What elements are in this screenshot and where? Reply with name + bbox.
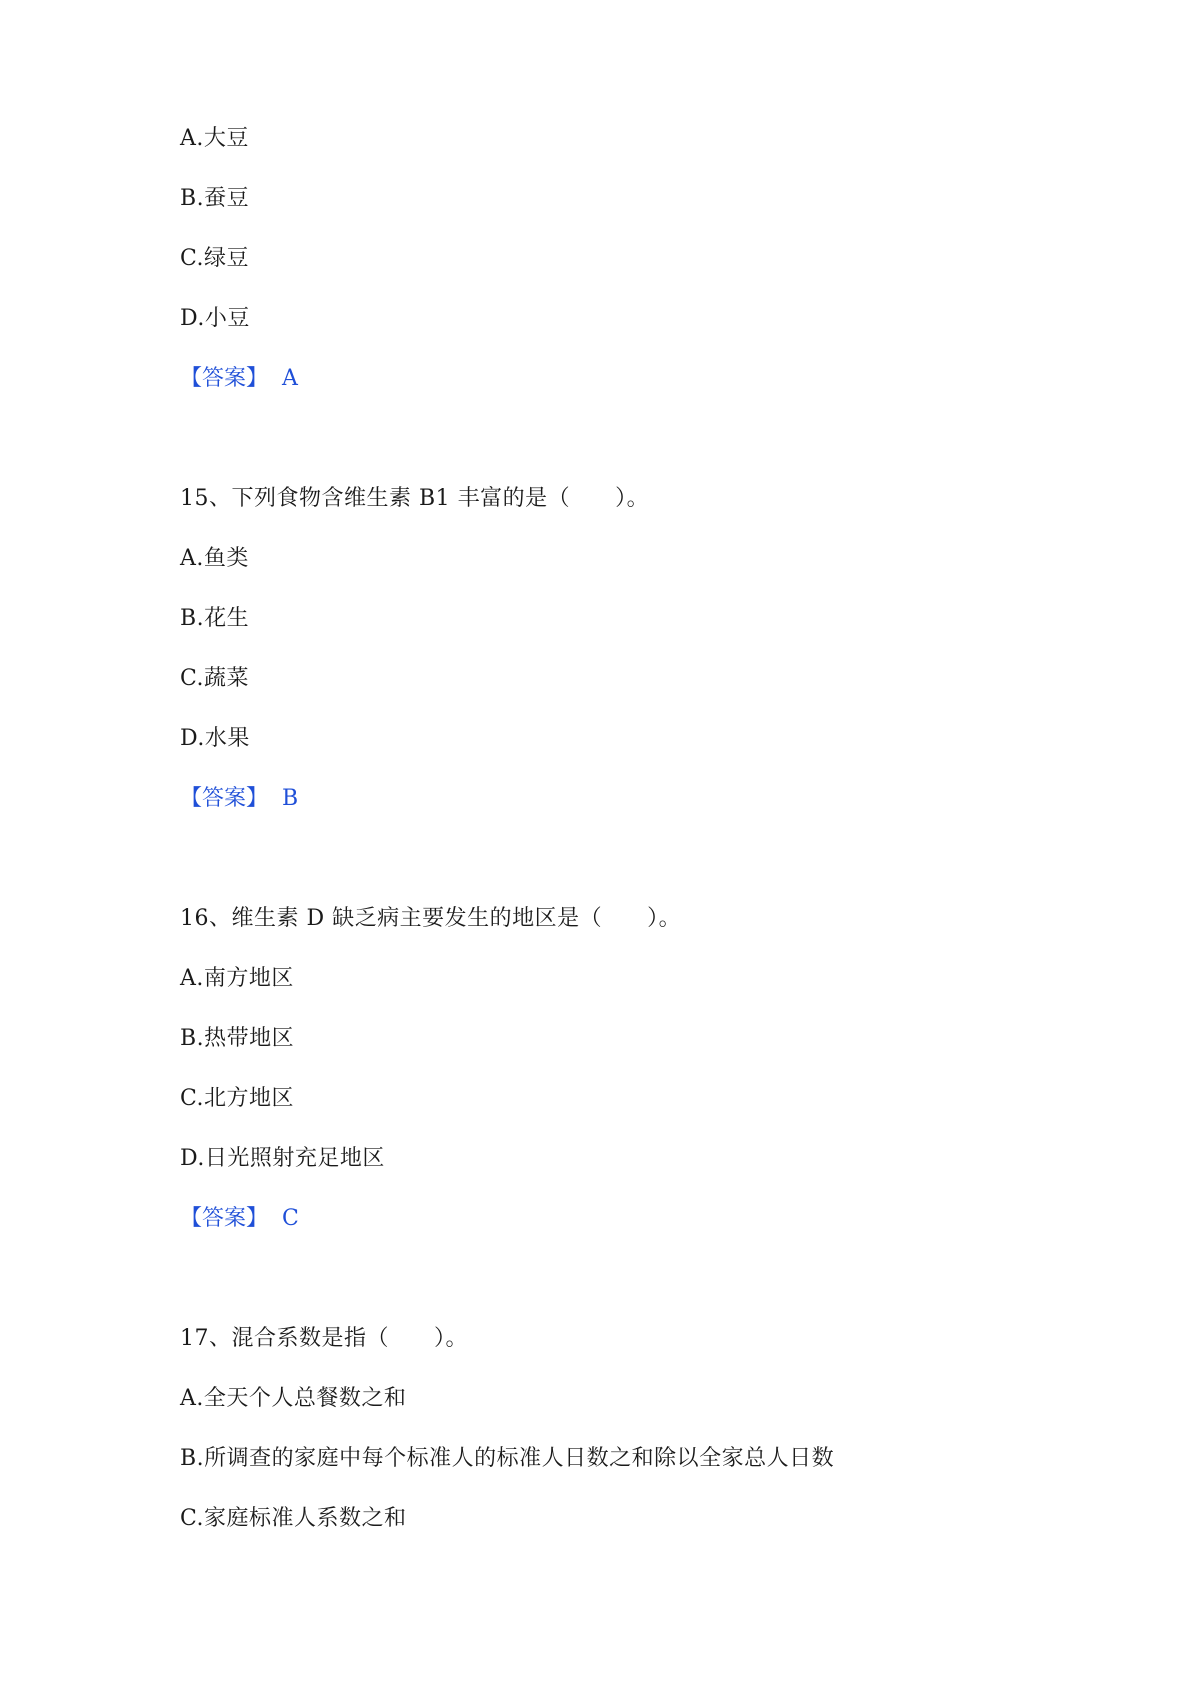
q14-answer bbox=[180, 364, 298, 394]
q16-answer-value: C bbox=[282, 1206, 299, 1231]
q16-answer bbox=[180, 1204, 299, 1234]
q15-answer-label: 【答案】 bbox=[180, 786, 269, 811]
q16-option-b: B.热带地区 bbox=[180, 1026, 295, 1051]
q15-option-b: B.花生 bbox=[180, 606, 250, 631]
q15-option-d: D.水果 bbox=[180, 726, 250, 751]
q14-option-b: B.蚕豆 bbox=[180, 186, 250, 211]
q14-option-d: D.小豆 bbox=[180, 306, 250, 331]
q16-option-c: C.北方地区 bbox=[180, 1086, 295, 1111]
q14-answer-label: 【答案】 bbox=[180, 366, 269, 391]
q15-answer-value: B bbox=[282, 786, 299, 811]
q17-option-a: A.全天个人总餐数之和 bbox=[180, 1386, 407, 1411]
q16-option-a: A.南方地区 bbox=[180, 966, 294, 991]
q14-answer-value: A bbox=[282, 366, 298, 391]
q17-question: 17、混合系数是指（ ）。 bbox=[180, 1326, 468, 1351]
q17-option-c: C.家庭标准人系数之和 bbox=[180, 1506, 407, 1531]
q14-option-c: C.绿豆 bbox=[180, 246, 250, 271]
q14-option-a: A.大豆 bbox=[180, 126, 249, 151]
q15-question: 15、下列食物含维生素 B1 丰富的是（ ）。 bbox=[180, 486, 650, 511]
q15-answer bbox=[180, 784, 298, 814]
q16-answer-label: 【答案】 bbox=[180, 1206, 269, 1231]
q17-option-b: B.所调查的家庭中每个标准人的标准人日数之和除以全家总人日数 bbox=[180, 1446, 835, 1471]
q15-option-a: A.鱼类 bbox=[180, 546, 249, 571]
q16-question: 16、维生素 D 缺乏病主要发生的地区是（ ）。 bbox=[180, 906, 682, 931]
q16-option-d: D.日光照射充足地区 bbox=[180, 1146, 385, 1171]
q15-option-c: C.蔬菜 bbox=[180, 666, 250, 691]
